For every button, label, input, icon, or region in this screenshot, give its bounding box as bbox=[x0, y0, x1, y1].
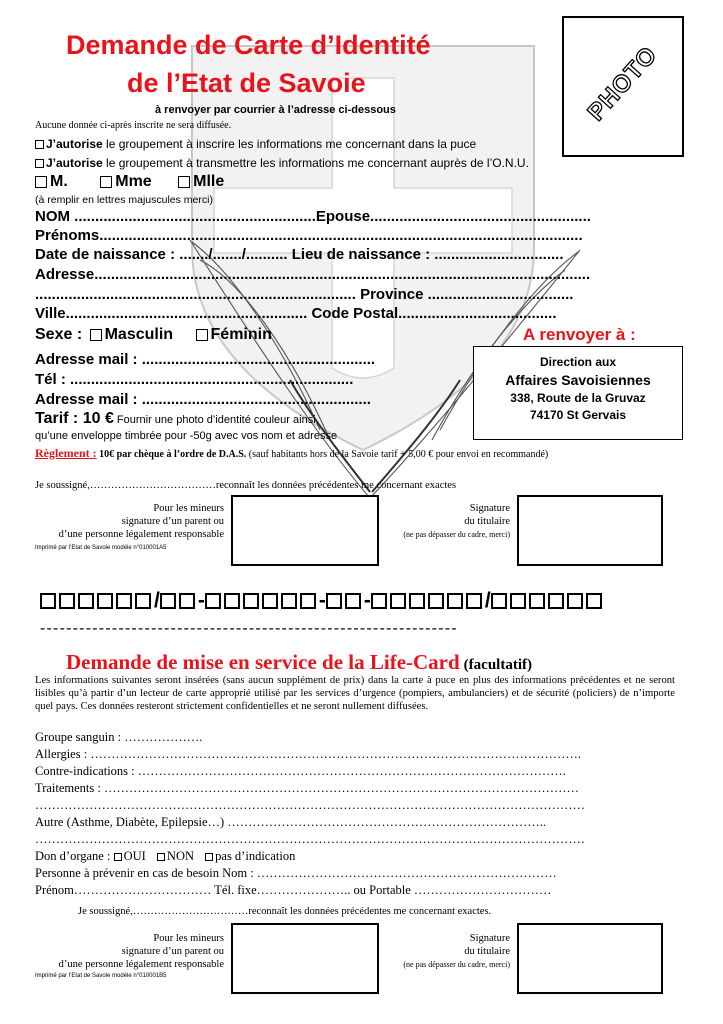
checkbox-icon[interactable] bbox=[114, 853, 122, 861]
box-icon[interactable] bbox=[40, 593, 56, 609]
id-code-group-3[interactable] bbox=[205, 589, 319, 612]
consent-onu[interactable]: J’autorise le groupement à transmettre les informations me concernant auprès de l’O.N.U. bbox=[35, 156, 529, 170]
id-code-row[interactable]: / - - - / bbox=[40, 590, 605, 612]
checkbox-icon[interactable] bbox=[90, 329, 102, 341]
parent-signature-box-2[interactable] bbox=[231, 923, 379, 994]
checkbox-icon[interactable] bbox=[205, 853, 213, 861]
civility-row bbox=[35, 173, 224, 191]
field-nom[interactable]: NOM ..........................................................Epouse..................................................... bbox=[35, 208, 591, 225]
id-code-group-2[interactable] bbox=[160, 589, 198, 612]
tarif-line: Tarif : 10 € Fournir une photo d’identité couleur ainsi bbox=[35, 410, 316, 427]
field-blank-2[interactable]: …………………………………………………………………………………………………………………… bbox=[35, 832, 585, 846]
box-icon[interactable] bbox=[567, 593, 583, 609]
title-line-1: Demande de Carte d’Identité bbox=[66, 30, 431, 60]
checkbox-icon[interactable] bbox=[100, 176, 112, 188]
checkbox-icon[interactable] bbox=[35, 176, 47, 188]
consent-chip[interactable]: J’autorise le groupement à inscrire les informations me concernant dans la puce bbox=[35, 137, 476, 151]
sexe-row: Sexe : Masculin Féminin bbox=[35, 326, 272, 343]
box-icon[interactable] bbox=[243, 593, 259, 609]
field-naissance[interactable]: Date de naissance : ......./......./.......... Lieu de naissance : ............................... bbox=[35, 246, 564, 263]
field-autre[interactable]: Autre (Asthme, Diabète, Epilepsie…) ………………………………………………………………….. bbox=[35, 815, 547, 829]
box-icon[interactable] bbox=[326, 593, 342, 609]
subtitle: à renvoyer par courrier à l’adresse ci-dessous bbox=[155, 104, 396, 116]
checkbox-icon[interactable] bbox=[196, 329, 208, 341]
civility-mlle[interactable]: Mlle bbox=[178, 173, 224, 190]
checkbox-icon[interactable] bbox=[35, 159, 44, 168]
field-ville[interactable]: Ville.......................................................... Code Postal...................................... bbox=[35, 305, 557, 322]
address-line-3: 338, Route de la Gruvaz bbox=[510, 391, 646, 405]
holder-signature-box-2[interactable] bbox=[517, 923, 663, 994]
title-line-2: de l’Etat de Savoie bbox=[127, 68, 366, 98]
printed-ref-2: Imprimé par l’Etat de Savoie modèle n°010001B5 bbox=[35, 973, 167, 979]
field-traitements[interactable]: Traitements : …………………………………………………………………………………………………… bbox=[35, 781, 579, 795]
field-tel[interactable]: Tél : .................................................................... bbox=[35, 371, 354, 388]
id-code-group-4[interactable] bbox=[326, 589, 364, 612]
reglement-line: Règlement : 10€ par chèque à l’ordre de D.A.S. (sauf habitants hors de la Savoie tarif + 5,00 € pour envoi en recommandé) bbox=[35, 446, 549, 460]
tarif-line-2: qu’une enveloppe timbrée pour -50g avec vos nom et adresse bbox=[35, 430, 338, 442]
address-line-2: Affaires Savoisiennes bbox=[505, 372, 651, 388]
box-icon[interactable] bbox=[447, 593, 463, 609]
box-icon[interactable] bbox=[160, 593, 176, 609]
checkbox-icon[interactable] bbox=[157, 853, 165, 861]
box-icon[interactable] bbox=[116, 593, 132, 609]
field-mail-1[interactable]: Adresse mail : ........................................................ bbox=[35, 351, 376, 368]
address-line-4: 74170 St Gervais bbox=[529, 408, 627, 422]
field-groupe-sanguin[interactable]: Groupe sanguin : ………………. bbox=[35, 730, 203, 744]
photo-label: PHOTO bbox=[582, 41, 663, 127]
box-icon[interactable] bbox=[371, 593, 387, 609]
box-icon[interactable] bbox=[97, 593, 113, 609]
field-province[interactable]: ............................................................................. Province ................................... bbox=[35, 286, 574, 303]
holder-label-1: Signature du titulaire (ne pas dépasser du cadre, merci) bbox=[403, 503, 510, 539]
sexe-feminin[interactable]: Féminin bbox=[196, 326, 272, 343]
minors-label-2: Pour les mineurs signature d’un parent ou d’une personne légalement responsable bbox=[58, 933, 224, 970]
field-personne-prevenir[interactable]: Personne à prévenir en cas de besoin Nom : ……………………………………………………………… bbox=[35, 866, 557, 880]
box-icon[interactable] bbox=[345, 593, 361, 609]
civility-m[interactable]: M. bbox=[35, 173, 68, 190]
cut-line: ---------------------------------------------------------------- bbox=[40, 620, 458, 637]
soussigne-1: Je soussigné,………………………………reconnaît les données précédentes me concernant exactes bbox=[35, 480, 457, 491]
printed-ref-1: Imprimé par l’Etat de Savoie modèle n°010001A5 bbox=[35, 545, 167, 551]
checkbox-icon[interactable] bbox=[35, 140, 44, 149]
soussigne-2: Je soussigné,……………………………reconnaît les données précédentes me concernant exactes. bbox=[78, 906, 492, 917]
box-icon[interactable] bbox=[59, 593, 75, 609]
box-icon[interactable] bbox=[135, 593, 151, 609]
life-title: Demande de mise en service de la Life-Card (facultatif) bbox=[66, 650, 532, 674]
box-icon[interactable] bbox=[491, 593, 507, 609]
field-prenoms[interactable]: Prénoms.................................................................................................................... bbox=[35, 227, 583, 244]
life-paragraph: Les informations suivantes seront insérées (sans aucun supplément de prix) dans la carte à puce en plus des informations précédentes et ne seront lisibles qu’à partir d’un lecteur de carte approprié utilisé par les services d’urgence (pompiers, ambulanciers) et de sécurité (policiers) de n’importe quel pays. Ces données resteront strictement confidentielles et ne seront nullement diffusées. bbox=[35, 675, 675, 712]
field-allergies[interactable]: Allergies : ………………………………………………………………………………………………………. bbox=[35, 747, 581, 761]
box-icon[interactable] bbox=[390, 593, 406, 609]
privacy-note: Aucune donnée ci-après inscrite ne sera diffusée. bbox=[35, 120, 232, 131]
minors-label-1: Pour les mineurs signature d’un parent ou d’une personne légalement responsable bbox=[58, 503, 224, 540]
box-icon[interactable] bbox=[586, 593, 602, 609]
address-box bbox=[473, 346, 683, 440]
sexe-masculin[interactable]: Masculin bbox=[87, 326, 173, 343]
field-blank-1[interactable]: …………………………………………………………………………………………………………………… bbox=[35, 798, 585, 812]
id-code-group-5[interactable] bbox=[371, 589, 485, 612]
box-icon[interactable] bbox=[281, 593, 297, 609]
box-icon[interactable] bbox=[428, 593, 444, 609]
box-icon[interactable] bbox=[205, 593, 221, 609]
id-code-group-1[interactable] bbox=[40, 589, 154, 612]
box-icon[interactable] bbox=[409, 593, 425, 609]
box-icon[interactable] bbox=[179, 593, 195, 609]
renvoyer-label: A renvoyer à : bbox=[523, 325, 636, 344]
field-adresse[interactable]: Adresse....................................................................................................................... bbox=[35, 266, 591, 283]
box-icon[interactable] bbox=[529, 593, 545, 609]
don-organe-row: Don d’organe : OUI NON pas d’indication bbox=[35, 849, 296, 863]
box-icon[interactable] bbox=[300, 593, 316, 609]
photo-box[interactable] bbox=[562, 16, 684, 157]
don-oui[interactable]: OUI bbox=[114, 849, 146, 863]
field-contre-indications[interactable]: Contre-indications : …………………………………………………………………………………………. bbox=[35, 764, 566, 778]
box-icon[interactable] bbox=[224, 593, 240, 609]
box-icon[interactable] bbox=[262, 593, 278, 609]
box-icon[interactable] bbox=[466, 593, 482, 609]
caps-note: (à remplir en lettres majuscules merci) bbox=[35, 194, 213, 206]
don-non[interactable]: NON bbox=[157, 849, 194, 863]
box-icon[interactable] bbox=[548, 593, 564, 609]
don-pas-indication[interactable]: pas d’indication bbox=[205, 849, 295, 863]
id-code-group-6[interactable] bbox=[491, 589, 605, 612]
box-icon[interactable] bbox=[78, 593, 94, 609]
address-line-1: Direction aux bbox=[539, 355, 617, 369]
field-prenom-tel[interactable]: Prénom…………………………… Tél. fixe………………….. ou Portable …………………………… bbox=[35, 883, 552, 897]
checkbox-icon[interactable] bbox=[178, 176, 190, 188]
holder-signature-box-1[interactable] bbox=[517, 495, 663, 566]
box-icon[interactable] bbox=[510, 593, 526, 609]
parent-signature-box-1[interactable] bbox=[231, 495, 379, 566]
holder-label-2: Signature du titulaire (ne pas dépasser du cadre, merci) bbox=[403, 933, 510, 969]
field-mail-2[interactable]: Adresse mail : ....................................................... bbox=[35, 391, 371, 408]
civility-mme[interactable]: Mme bbox=[100, 173, 151, 190]
